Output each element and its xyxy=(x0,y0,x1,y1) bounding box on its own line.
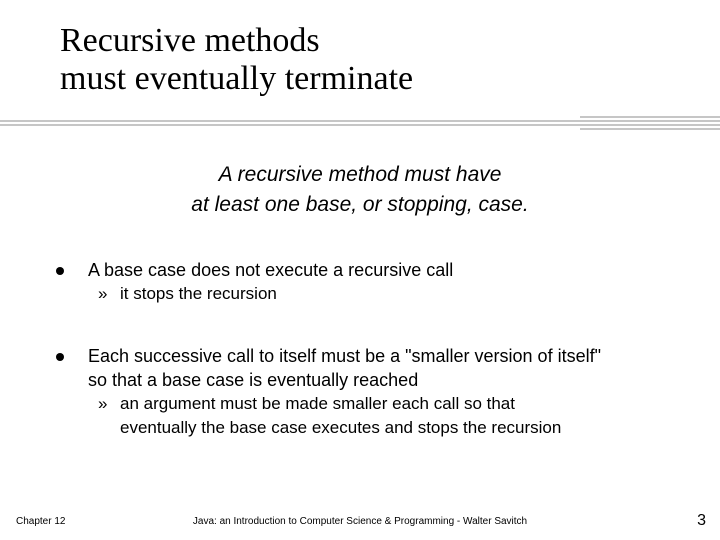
bullet-dot-icon xyxy=(56,267,64,275)
sub-bullet xyxy=(54,282,674,306)
sub-bullet-line: eventually the base case executes and stops the recursion xyxy=(120,418,562,437)
bullet-text xyxy=(54,258,674,282)
intro-line-2: at least one base, or stopping, case. xyxy=(191,193,529,216)
bullet-dot-icon xyxy=(56,353,64,361)
bullet-line: so that a base case is eventually reached xyxy=(88,370,419,390)
page-number: 3 xyxy=(697,512,706,529)
intro-statement xyxy=(60,160,660,220)
bullet-line: A base case does not execute a recursive call xyxy=(88,260,454,280)
sub-bullet-marker: » xyxy=(98,284,108,303)
bullet-item xyxy=(54,258,674,306)
sub-bullet-line: it stops the recursion xyxy=(120,284,277,303)
footer-book-title: Java: an Introduction to Computer Science & Programming - Walter Savitch xyxy=(192,516,528,527)
slide-title xyxy=(60,22,700,98)
title-divider xyxy=(0,116,720,130)
slide-title-line-2: must eventually terminate xyxy=(60,60,414,97)
intro-line-1: A recursive method must have xyxy=(218,163,502,186)
sub-bullet xyxy=(54,392,674,440)
bullet-text xyxy=(54,344,674,392)
slide-title-line-1: Recursive methods xyxy=(60,22,320,59)
footer-chapter: Chapter 12 xyxy=(16,516,66,527)
sub-bullet-line: an argument must be made smaller each call so that xyxy=(120,394,515,413)
sub-bullet-marker: » xyxy=(98,394,108,413)
bullet-item xyxy=(54,344,674,440)
bullet-line: Each successive call to itself must be a "smaller version of itself" xyxy=(88,346,601,366)
